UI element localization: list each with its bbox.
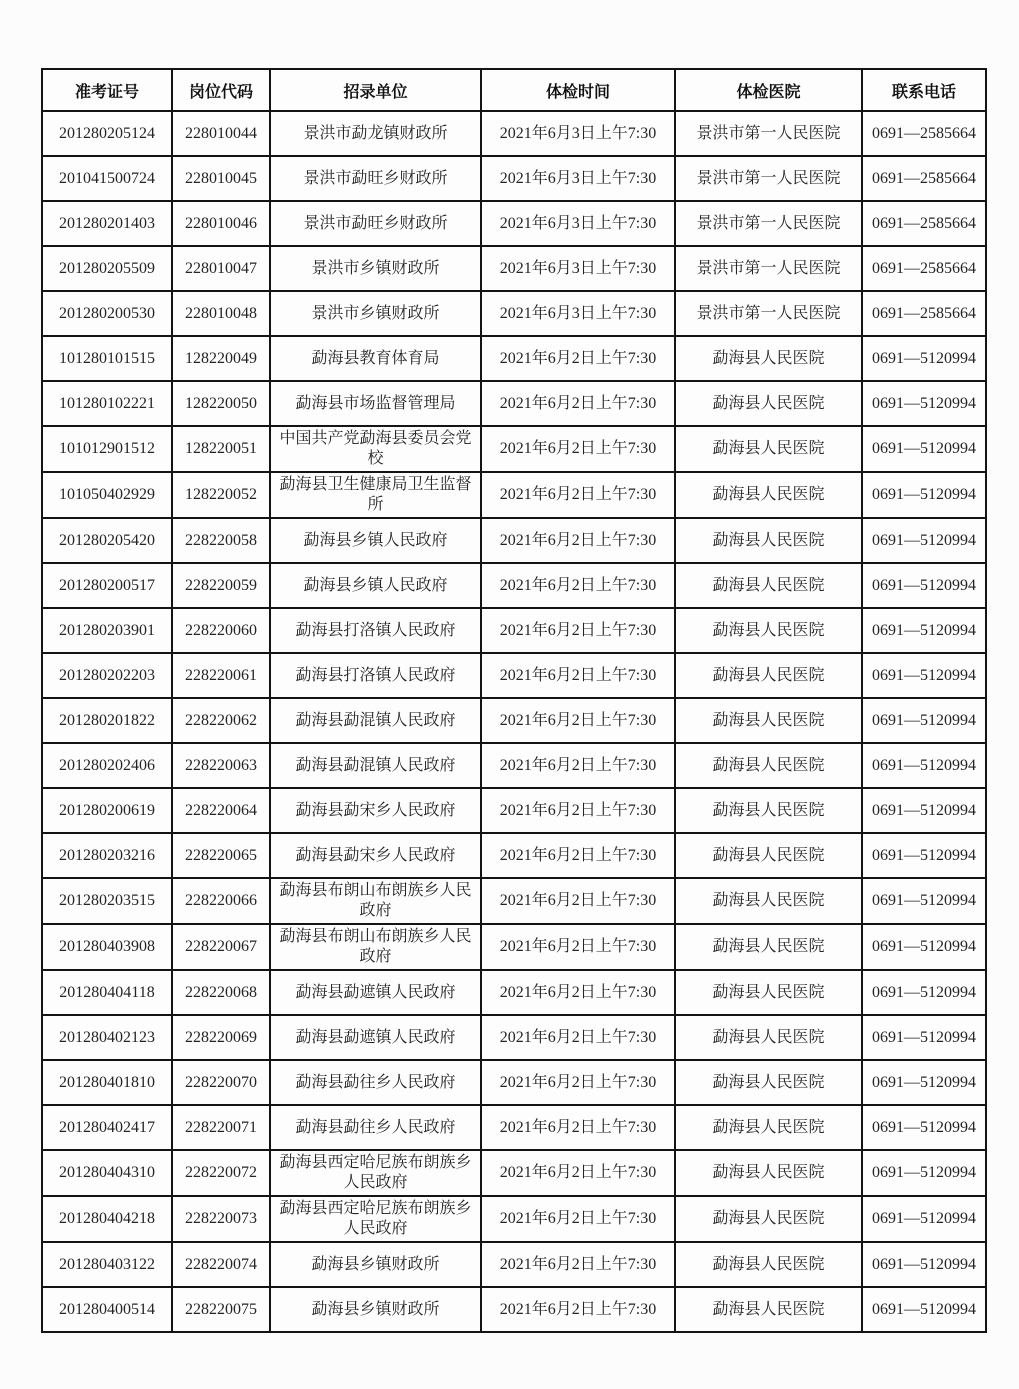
cell-ticket-number: 201280205420 <box>42 518 172 563</box>
cell-exam-hospital: 勐海县人民医院 <box>675 970 862 1015</box>
cell-contact-phone: 0691—5120994 <box>862 1287 986 1332</box>
cell-exam-hospital: 景洪市第一人民医院 <box>675 156 862 201</box>
cell-recruiting-unit: 勐海县勐遮镇人民政府 <box>270 1015 481 1060</box>
table-row <box>42 291 986 336</box>
cell-exam-hospital: 勐海县人民医院 <box>675 426 862 472</box>
table-row <box>42 653 986 698</box>
cell-ticket-number: 201280200530 <box>42 291 172 336</box>
cell-ticket-number: 101280101515 <box>42 336 172 381</box>
cell-ticket-number: 201041500724 <box>42 156 172 201</box>
cell-contact-phone: 0691—5120994 <box>862 653 986 698</box>
cell-position-code: 128220049 <box>172 336 270 381</box>
table-row <box>42 563 986 608</box>
cell-recruiting-unit: 勐海县勐往乡人民政府 <box>270 1105 481 1150</box>
cell-recruiting-unit: 勐海县打洛镇人民政府 <box>270 653 481 698</box>
table-row <box>42 970 986 1015</box>
cell-contact-phone: 0691—5120994 <box>862 426 986 472</box>
cell-ticket-number: 201280404118 <box>42 970 172 1015</box>
cell-exam-hospital: 勐海县人民医院 <box>675 1242 862 1287</box>
cell-exam-time: 2021年6月2日上午7:30 <box>481 788 675 833</box>
cell-contact-phone: 0691—2585664 <box>862 201 986 246</box>
cell-position-code: 228220060 <box>172 608 270 653</box>
cell-recruiting-unit: 景洪市勐龙镇财政所 <box>270 111 481 156</box>
cell-exam-time: 2021年6月2日上午7:30 <box>481 336 675 381</box>
cell-exam-hospital: 景洪市第一人民医院 <box>675 111 862 156</box>
cell-recruiting-unit: 勐海县勐混镇人民政府 <box>270 698 481 743</box>
cell-recruiting-unit: 景洪市乡镇财政所 <box>270 246 481 291</box>
cell-exam-hospital: 景洪市第一人民医院 <box>675 201 862 246</box>
table-row <box>42 1150 986 1196</box>
cell-ticket-number: 201280403908 <box>42 924 172 970</box>
cell-exam-time: 2021年6月3日上午7:30 <box>481 291 675 336</box>
table-row <box>42 608 986 653</box>
cell-exam-time: 2021年6月2日上午7:30 <box>481 426 675 472</box>
cell-contact-phone: 0691—5120994 <box>862 833 986 878</box>
cell-contact-phone: 0691—2585664 <box>862 156 986 201</box>
table-row <box>42 1287 986 1332</box>
column-header-recruiting-unit: 招录单位 <box>270 69 481 111</box>
cell-exam-hospital: 勐海县人民医院 <box>675 1287 862 1332</box>
table-row <box>42 111 986 156</box>
cell-recruiting-unit: 中国共产党勐海县委员会党校 <box>270 426 481 472</box>
cell-exam-time: 2021年6月3日上午7:30 <box>481 201 675 246</box>
cell-recruiting-unit: 勐海县卫生健康局卫生监督所 <box>270 472 481 518</box>
cell-exam-hospital: 勐海县人民医院 <box>675 743 862 788</box>
cell-position-code: 228220074 <box>172 1242 270 1287</box>
cell-position-code: 128220051 <box>172 426 270 472</box>
cell-ticket-number: 201280403122 <box>42 1242 172 1287</box>
cell-exam-time: 2021年6月2日上午7:30 <box>481 1105 675 1150</box>
cell-exam-time: 2021年6月2日上午7:30 <box>481 1196 675 1242</box>
cell-contact-phone: 0691—5120994 <box>862 381 986 426</box>
table-row <box>42 1105 986 1150</box>
cell-ticket-number: 101050402929 <box>42 472 172 518</box>
cell-exam-hospital: 景洪市第一人民医院 <box>675 291 862 336</box>
cell-ticket-number: 201280202406 <box>42 743 172 788</box>
cell-ticket-number: 201280402417 <box>42 1105 172 1150</box>
cell-exam-hospital: 勐海县人民医院 <box>675 698 862 743</box>
cell-position-code: 228220073 <box>172 1196 270 1242</box>
cell-contact-phone: 0691—5120994 <box>862 878 986 924</box>
cell-recruiting-unit: 勐海县乡镇财政所 <box>270 1287 481 1332</box>
cell-contact-phone: 0691—2585664 <box>862 291 986 336</box>
cell-exam-time: 2021年6月2日上午7:30 <box>481 518 675 563</box>
cell-ticket-number: 201280201403 <box>42 201 172 246</box>
table-row <box>42 924 986 970</box>
cell-ticket-number: 201280203515 <box>42 878 172 924</box>
cell-recruiting-unit: 景洪市乡镇财政所 <box>270 291 481 336</box>
cell-position-code: 128220050 <box>172 381 270 426</box>
cell-ticket-number: 201280205124 <box>42 111 172 156</box>
cell-ticket-number: 201280404310 <box>42 1150 172 1196</box>
column-header-position-code: 岗位代码 <box>172 69 270 111</box>
cell-contact-phone: 0691—2585664 <box>862 246 986 291</box>
cell-exam-time: 2021年6月2日上午7:30 <box>481 1150 675 1196</box>
cell-contact-phone: 0691—5120994 <box>862 970 986 1015</box>
column-header-exam-time: 体检时间 <box>481 69 675 111</box>
cell-exam-hospital: 勐海县人民医院 <box>675 878 862 924</box>
table-row <box>42 833 986 878</box>
cell-recruiting-unit: 景洪市勐旺乡财政所 <box>270 201 481 246</box>
cell-contact-phone: 0691—5120994 <box>862 1150 986 1196</box>
cell-contact-phone: 0691—5120994 <box>862 1060 986 1105</box>
cell-exam-hospital: 勐海县人民医院 <box>675 1105 862 1150</box>
cell-exam-hospital: 勐海县人民医院 <box>675 1015 862 1060</box>
table-row <box>42 788 986 833</box>
table-row <box>42 472 986 518</box>
cell-contact-phone: 0691—5120994 <box>862 336 986 381</box>
table-row <box>42 246 986 291</box>
cell-exam-time: 2021年6月2日上午7:30 <box>481 381 675 426</box>
cell-position-code: 228220069 <box>172 1015 270 1060</box>
cell-contact-phone: 0691—5120994 <box>862 743 986 788</box>
cell-position-code: 228220068 <box>172 970 270 1015</box>
cell-position-code: 228220062 <box>172 698 270 743</box>
cell-exam-hospital: 勐海县人民医院 <box>675 336 862 381</box>
cell-exam-time: 2021年6月2日上午7:30 <box>481 1060 675 1105</box>
cell-position-code: 228220072 <box>172 1150 270 1196</box>
cell-recruiting-unit: 勐海县勐混镇人民政府 <box>270 743 481 788</box>
table-row <box>42 381 986 426</box>
cell-exam-time: 2021年6月2日上午7:30 <box>481 970 675 1015</box>
cell-exam-time: 2021年6月2日上午7:30 <box>481 743 675 788</box>
cell-recruiting-unit: 勐海县西定哈尼族布朗族乡人民政府 <box>270 1150 481 1196</box>
cell-exam-time: 2021年6月2日上午7:30 <box>481 653 675 698</box>
cell-exam-hospital: 勐海县人民医院 <box>675 1150 862 1196</box>
cell-ticket-number: 201280202203 <box>42 653 172 698</box>
cell-recruiting-unit: 勐海县打洛镇人民政府 <box>270 608 481 653</box>
cell-position-code: 228220061 <box>172 653 270 698</box>
cell-ticket-number: 101012901512 <box>42 426 172 472</box>
table-row <box>42 878 986 924</box>
cell-contact-phone: 0691—5120994 <box>862 608 986 653</box>
table-row <box>42 1060 986 1105</box>
cell-exam-time: 2021年6月3日上午7:30 <box>481 156 675 201</box>
cell-position-code: 128220052 <box>172 472 270 518</box>
cell-ticket-number: 201280402123 <box>42 1015 172 1060</box>
cell-exam-hospital: 勐海县人民医院 <box>675 1060 862 1105</box>
cell-exam-time: 2021年6月2日上午7:30 <box>481 878 675 924</box>
cell-recruiting-unit: 勐海县布朗山布朗族乡人民政府 <box>270 878 481 924</box>
cell-position-code: 228220066 <box>172 878 270 924</box>
cell-exam-hospital: 勐海县人民医院 <box>675 563 862 608</box>
cell-exam-time: 2021年6月2日上午7:30 <box>481 924 675 970</box>
cell-exam-hospital: 勐海县人民医院 <box>675 472 862 518</box>
cell-position-code: 228010044 <box>172 111 270 156</box>
cell-recruiting-unit: 勐海县勐遮镇人民政府 <box>270 970 481 1015</box>
cell-contact-phone: 0691—5120994 <box>862 788 986 833</box>
cell-contact-phone: 0691—5120994 <box>862 563 986 608</box>
table-row <box>42 1196 986 1242</box>
cell-position-code: 228220070 <box>172 1060 270 1105</box>
cell-exam-time: 2021年6月2日上午7:30 <box>481 608 675 653</box>
cell-recruiting-unit: 勐海县勐宋乡人民政府 <box>270 788 481 833</box>
cell-exam-hospital: 勐海县人民医院 <box>675 788 862 833</box>
cell-ticket-number: 201280404218 <box>42 1196 172 1242</box>
cell-exam-time: 2021年6月2日上午7:30 <box>481 698 675 743</box>
cell-exam-hospital: 勐海县人民医院 <box>675 381 862 426</box>
cell-exam-hospital: 勐海县人民医院 <box>675 833 862 878</box>
cell-position-code: 228220075 <box>172 1287 270 1332</box>
cell-contact-phone: 0691—2585664 <box>862 111 986 156</box>
cell-recruiting-unit: 勐海县勐往乡人民政府 <box>270 1060 481 1105</box>
cell-exam-hospital: 勐海县人民医院 <box>675 608 862 653</box>
cell-ticket-number: 201280200619 <box>42 788 172 833</box>
cell-exam-time: 2021年6月2日上午7:30 <box>481 1287 675 1332</box>
table-row <box>42 156 986 201</box>
cell-recruiting-unit: 勐海县市场监督管理局 <box>270 381 481 426</box>
cell-position-code: 228010046 <box>172 201 270 246</box>
table-row <box>42 698 986 743</box>
cell-position-code: 228220063 <box>172 743 270 788</box>
cell-contact-phone: 0691—5120994 <box>862 518 986 563</box>
cell-ticket-number: 201280200517 <box>42 563 172 608</box>
cell-exam-time: 2021年6月2日上午7:30 <box>481 1015 675 1060</box>
cell-position-code: 228220065 <box>172 833 270 878</box>
cell-recruiting-unit: 勐海县西定哈尼族布朗族乡人民政府 <box>270 1196 481 1242</box>
cell-ticket-number: 201280205509 <box>42 246 172 291</box>
cell-exam-time: 2021年6月3日上午7:30 <box>481 246 675 291</box>
table-row <box>42 1015 986 1060</box>
table-body <box>42 111 986 1332</box>
cell-exam-hospital: 勐海县人民医院 <box>675 924 862 970</box>
cell-contact-phone: 0691—5120994 <box>862 924 986 970</box>
cell-recruiting-unit: 勐海县乡镇人民政府 <box>270 518 481 563</box>
cell-exam-hospital: 勐海县人民医院 <box>675 653 862 698</box>
cell-contact-phone: 0691—5120994 <box>862 472 986 518</box>
cell-ticket-number: 101280102221 <box>42 381 172 426</box>
cell-ticket-number: 201280400514 <box>42 1287 172 1332</box>
cell-contact-phone: 0691—5120994 <box>862 1105 986 1150</box>
cell-exam-hospital: 勐海县人民医院 <box>675 518 862 563</box>
cell-recruiting-unit: 勐海县乡镇财政所 <box>270 1242 481 1287</box>
cell-ticket-number: 201280203216 <box>42 833 172 878</box>
table-row <box>42 426 986 472</box>
cell-position-code: 228010045 <box>172 156 270 201</box>
cell-position-code: 228220071 <box>172 1105 270 1150</box>
cell-position-code: 228220064 <box>172 788 270 833</box>
cell-exam-time: 2021年6月2日上午7:30 <box>481 472 675 518</box>
table-header <box>42 69 986 111</box>
cell-recruiting-unit: 勐海县布朗山布朗族乡人民政府 <box>270 924 481 970</box>
cell-position-code: 228010048 <box>172 291 270 336</box>
table-row <box>42 1242 986 1287</box>
cell-exam-time: 2021年6月2日上午7:30 <box>481 833 675 878</box>
cell-contact-phone: 0691—5120994 <box>862 1196 986 1242</box>
table-row <box>42 518 986 563</box>
column-header-contact-phone: 联系电话 <box>862 69 986 111</box>
cell-exam-hospital: 勐海县人民医院 <box>675 1196 862 1242</box>
cell-position-code: 228010047 <box>172 246 270 291</box>
cell-exam-time: 2021年6月2日上午7:30 <box>481 1242 675 1287</box>
cell-exam-time: 2021年6月3日上午7:30 <box>481 111 675 156</box>
cell-exam-time: 2021年6月2日上午7:30 <box>481 563 675 608</box>
table-row <box>42 743 986 788</box>
cell-ticket-number: 201280401810 <box>42 1060 172 1105</box>
cell-recruiting-unit: 勐海县教育体育局 <box>270 336 481 381</box>
cell-recruiting-unit: 景洪市勐旺乡财政所 <box>270 156 481 201</box>
cell-recruiting-unit: 勐海县乡镇人民政府 <box>270 563 481 608</box>
medical-exam-schedule-table <box>41 68 987 1333</box>
table-row <box>42 201 986 246</box>
column-header-exam-hospital: 体检医院 <box>675 69 862 111</box>
table-row <box>42 336 986 381</box>
cell-recruiting-unit: 勐海县勐宋乡人民政府 <box>270 833 481 878</box>
cell-ticket-number: 201280201822 <box>42 698 172 743</box>
cell-ticket-number: 201280203901 <box>42 608 172 653</box>
header-row <box>42 69 986 111</box>
cell-position-code: 228220059 <box>172 563 270 608</box>
cell-contact-phone: 0691—5120994 <box>862 1015 986 1060</box>
cell-exam-hospital: 景洪市第一人民医院 <box>675 246 862 291</box>
cell-contact-phone: 0691—5120994 <box>862 1242 986 1287</box>
cell-position-code: 228220058 <box>172 518 270 563</box>
cell-contact-phone: 0691—5120994 <box>862 698 986 743</box>
cell-position-code: 228220067 <box>172 924 270 970</box>
column-header-ticket-number: 准考证号 <box>42 69 172 111</box>
